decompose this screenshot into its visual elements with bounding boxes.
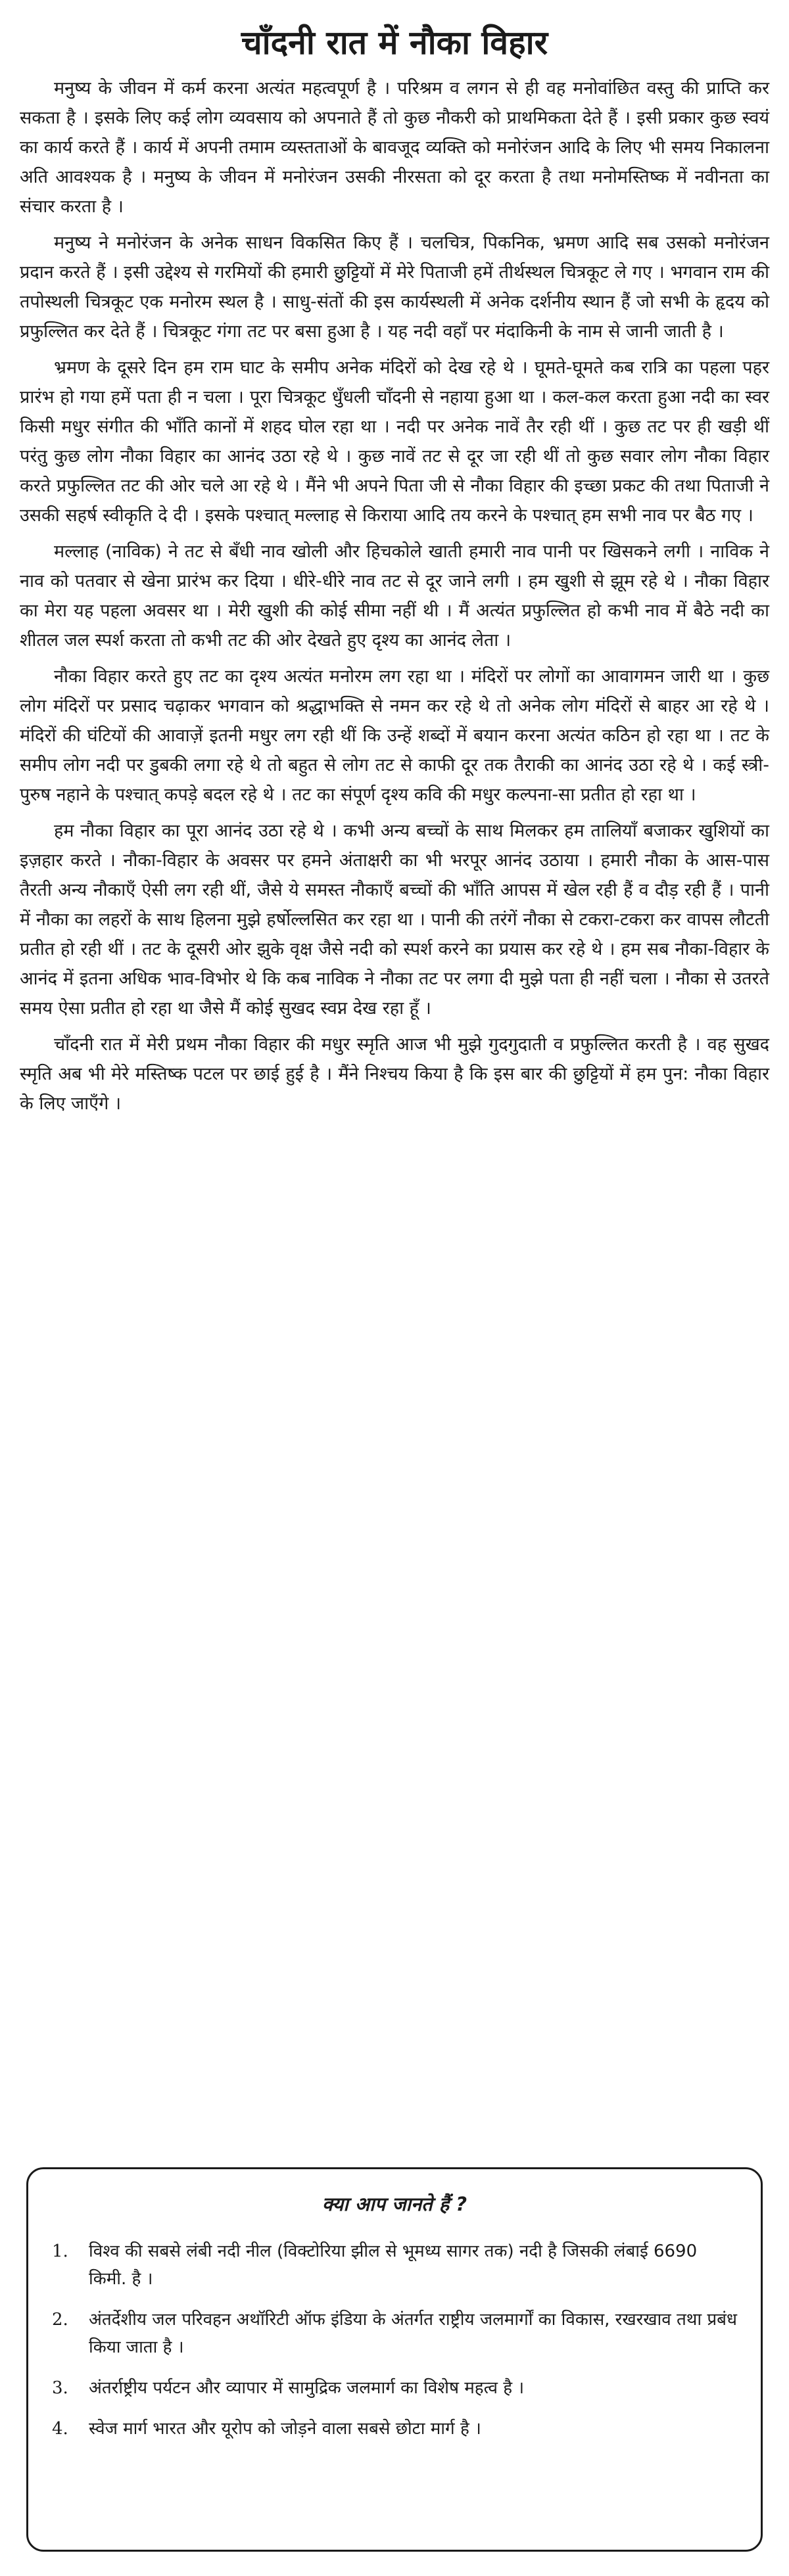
- fact-text: स्वेज मार्ग भारत और यूरोप को जोड़ने वाला सबसे छोटा मार्ग है ।: [89, 2419, 481, 2439]
- paragraph-text: भ्रमण के दूसरे दिन हम राम घाट के समीप अनेक मंदिरों को देख रहे थे । घूमते-घूमते कब रात्रि का पहला पहर प्रारंभ हो गया हमें पता ही न चला । पूरा चित्रकूट धुँधली चाँदनी से नहाया हुआ था । कल-कल करता हुआ नदी का स्वर किसी मधुर संगीत की भाँति कानों में शहद घोल रहा था । नदी पर अनेक नावें तैर रही थीं । कुछ तट पर ही खड़ी थीं परंतु कुछ लोग नौका विहार का आनंद उठा रहे थे । कुछ नावें तट से दूर जा रही थीं तो कुछ सवार लोग नौका विहार करते प्रफुल्लित तट की ओर चले आ रहे थे । मैंने भी अपने पिता जी से नौका विहार की इच्छा प्रकट की तथा पिताजी ने उसकी सहर्ष स्वीकृति दे दी । इसके पश्चात् मल्लाह से किराया आदि तय करने के पश्चात् हम सभी नाव पर बैठ गए ।: [20, 357, 769, 526]
- paragraph-text: मनुष्य ने मनोरंजन के अनेक साधन विकसित किए हैं । चलचित्र, पिकनिक, भ्रमण आदि सब उसको मनोरंजन प्रदान करते हैं । इसी उद्देश्य से गरमियों की हमारी छुट्टियों में मेरे पिताजी हमें तीर्थस्थल चित्रकूट ले गए । भगवान राम की तपोस्थली चित्रकूट एक मनोरम स्थल है । साधु-संतों की इस कार्यस्थली में अनेक दर्शनीय स्थान हैं जो सभी के हृदय को प्रफुल्लित कर देते हैं । चित्रकूट गंगा तट पर बसा हुआ है । यह नदी वहाँ पर मंदाकिनी के नाम से जानी जाती है ।: [20, 233, 769, 342]
- did-you-know-heading: क्या आप जानते हैं ?: [322, 2193, 467, 2215]
- fact-item-1: [52, 2238, 737, 2293]
- paragraph-text: नौका विहार करते हुए तट का दृश्य अत्यंत मनोरम लग रहा था । मंदिरों पर लोगों का आवागमन जारी था । कुछ लोग मंदिरों पर प्रसाद चढ़ाकर भगवान को श्रद्धाभक्ति से नमन कर रहे थे तो अनेक लोग मंदिरों से बाहर आ रहे थे । मंदिरों की घंटियों की आवाज़ें इतनी मधुर लग रही थीं कि उन्हें शब्दों में बयान करना अत्यंत कठिन हो रहा था । तट के समीप लोग नदी पर डुबकी लगा रहे थे तो बहुत से लोग तट से काफी दूर तक तैराकी का आनंद उठा रहे थे । कई स्त्री-पुरुष नहाने के पश्चात् कपड़े बदल रहे थे । तट का संपूर्ण दृश्य कवि की मधुर कल्पना-सा प्रतीत हो रहा था ।: [20, 666, 769, 805]
- essay-title: चाँदनी रात में नौका विहार: [241, 24, 548, 62]
- paragraph-text: मल्लाह (नाविक) ने तट से बँधी नाव खोली और हिचकोले खाती हमारी नाव पानी पर खिसकने लगी । नाविक ने नाव को पतवार से खेना प्रारंभ कर दिया । धीरे-धीरे नाव तट से दूर जाने लगी । हम खुशी से झूम रहे थे । नौका विहार का मेरा यह पहला अवसर था । मेरी खुशी की कोई सीमा नहीं थी । मैं अत्यंत प्रफुल्लित हो कभी नाव में बैठे नदी का शीतल जल स्पर्श करता तो कभी तट की ओर देखते हुए दृश्य का आनंद लेता ।: [20, 541, 769, 651]
- essay-paragraph-1: [20, 74, 769, 221]
- fact-item-3: [52, 2374, 737, 2402]
- fact-number: 1.: [52, 2242, 68, 2261]
- essay-paragraph-7: [20, 1030, 769, 1118]
- fact-item-4: [52, 2415, 737, 2443]
- paragraph-text: हम नौका विहार का पूरा आनंद उठा रहे थे । कभी अन्य बच्चों के साथ मिलकर हम तालियाँ बजाकर खुशियों का इज़हार करते । नौका-विहार के अवसर पर हमने अंताक्षरी का भी भरपूर आनंद उठाया । हमारी नौका के आस-पास तैरती अन्य नौकाएँ ऐसी लग रही थीं, जैसे ये समस्त नौकाएँ बच्चों की भाँति आपस में खेल रही हैं व दौड़ रही हैं । पानी में नौका का लहरों के साथ हिलना मुझे हर्षोल्लसित कर रहा था । पानी की तरंगें नौका से टकरा-टकरा कर वापस लौटती प्रतीत हो रही थीं । तट के दूसरी ओर झुके वृक्ष जैसे नदी को स्पर्श करने का प्रयास कर रहे थे । हम सब नौका-विहार के आनंद में इतना अधिक भाव-विभोर थे कि कब नाविक ने नौका तट पर लगा दी मुझे पता ही नहीं चला । नौका से उतरते समय ऐसा प्रतीत हो रहा था जैसे मैं कोई सुखद स्वप्न देख रहा हूँ ।: [20, 821, 769, 1019]
- fact-text: विश्व की सबसे लंबी नदी नील (विक्टोरिया झील से भूमध्य सागर तक) नदी है जिसकी लंबाई 6690 किमी. है ।: [89, 2242, 698, 2289]
- fact-text: अंतर्देशीय जल परिवहन अथॉरिटी ऑफ इंडिया के अंतर्गत राष्ट्रीय जलमार्गों का विकास, रखरखाव तथा प्रबंध किया जाता है ।: [89, 2310, 738, 2357]
- essay-paragraph-3: [20, 353, 769, 530]
- essay-body: [20, 74, 769, 1118]
- fact-number: 4.: [52, 2419, 68, 2439]
- fact-number: 3.: [52, 2378, 68, 2398]
- paragraph-text: चाँदनी रात में मेरी प्रथम नौका विहार की मधुर स्मृति आज भी मुझे गुदगुदाती व प्रफुल्लित करती है । वह सुखद स्मृति अब भी मेरे मस्तिष्क पटल पर छाई हुई है । मैंने निश्चय किया है कि इस बार की छुट्टियों में हम पुन: नौका विहार के लिए जाएँगे ।: [20, 1034, 769, 1114]
- fact-item-2: [52, 2306, 737, 2361]
- fact-number: 2.: [52, 2310, 68, 2330]
- did-you-know-box: [26, 2167, 763, 2552]
- paragraph-text: मनुष्य के जीवन में कर्म करना अत्यंत महत्वपूर्ण है । परिश्रम व लगन से ही वह मनोवांछित वस्तु की प्राप्ति कर सकता है । इसके लिए कई लोग व्यवसाय को अपनाते हैं तो कुछ नौकरी को प्राथमिकता देते हैं । इसी प्रकार कुछ स्वयं का कार्य करते हैं । कार्य में अपनी तमाम व्यस्तताओं के बावजूद व्यक्ति को मनोरंजन आदि के लिए भी समय निकालना अति आवश्यक है । मनुष्य के जीवन में मनोरंजन उसकी नीरसता को दूर करता है तथा मनोमस्तिष्क में नवीनता का संचार करता है ।: [20, 78, 769, 217]
- facts-list: [52, 2238, 737, 2443]
- essay-paragraph-2: [20, 228, 769, 346]
- essay-paragraph-6: [20, 816, 769, 1023]
- fact-text: अंतर्राष्ट्रीय पर्यटन और व्यापार में सामुद्रिक जलमार्ग का विशेष महत्व है ।: [89, 2378, 525, 2398]
- essay-paragraph-4: [20, 537, 769, 655]
- essay-paragraph-5: [20, 662, 769, 810]
